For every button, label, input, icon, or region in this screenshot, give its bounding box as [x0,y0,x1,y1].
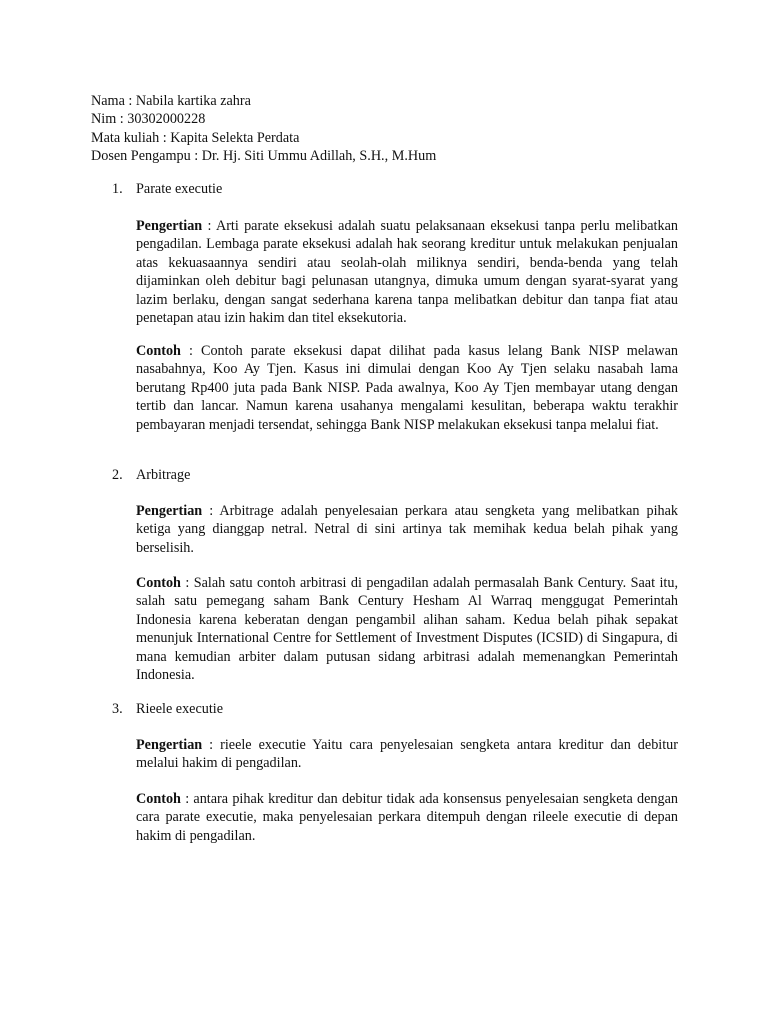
definition-text: : Arbitrage adalah penyelesaian perkara atau sengketa yang melibatkan pihak ketiga yang dianggap netral. Netral di sini artinya tak memihak kedua belah pihak yang berselisih. [136,503,678,556]
item-1-number: 1. [112,181,123,197]
item-3-heading [112,700,223,718]
item-1-example [136,342,678,434]
course-name: Mata kuliah : Kapita Selekta Perdata [91,129,300,146]
definition-label: Pengertian [136,503,203,519]
definition-label: Pengertian [136,218,203,234]
definition-label: Pengertian [136,737,203,753]
student-nim: Nim : 30302000228 [91,111,206,128]
item-2-definition [136,502,678,557]
item-3-definition [136,736,678,773]
item-3-number: 3. [112,701,123,717]
item-1-heading [112,180,222,198]
student-header [91,92,436,166]
student-name: Nama : Nabila kartika zahra [91,93,251,109]
example-text: : Contoh parate eksekusi dapat dilihat pada kasus lelang Bank NISP melawan nasabahnya, Koo Ay Tjen. Kasus ini dimulai dengan Koo Ay Tjen selaku nasabah lama berutang Rp400 juta pada Bank NISP. Pada awalnya, Koo Ay Tjen membayar utang dengan tertib dan lancar. Namun karena usahanya mengalami kesulitan, beberapa waktu terakhir pembayaran menjadi tersendat, sehingga Bank NISP melakukan eksekusi tanpa melalui fiat. [136,343,678,433]
item-3-example [136,790,678,845]
item-2-number: 2. [112,467,123,483]
example-label: Contoh [136,343,181,359]
example-text: : Salah satu contoh arbitrasi di pengadilan adalah permasalah Bank Century. Saat itu, salah satu pemegang saham Bank Century Hesham Al Warraq menggugat Pemerintah Indonesia karena keberatan dengan pengambil alihan saham. Kedua belah pihak sepakat menunjuk International Centre for Settlement of Investment Disputes (ICSID) di Singapura, di mana kemudian arbiter dalam putusan sidang arbitrasi adalah memenangkan Pemerintah Indonesia. [136,575,678,684]
item-2-heading [112,466,190,484]
item-1-title: Parate executie [136,181,223,197]
item-3-title: Rieele executie [136,701,224,717]
item-1-definition [136,217,678,327]
example-label: Contoh [136,791,181,807]
item-2-example [136,574,678,684]
item-2-title: Arbitrage [136,467,191,483]
definition-text: : Arti parate eksekusi adalah suatu pelaksanaan eksekusi tanpa perlu melibatkan pengadilan. Lembaga parate eksekusi adalah hak seorang kreditur untuk melakukan penjualan atas kekuasaannya sendiri atau seolah-olah miliknya sendiri, benda-benda yang telah dijaminkan oleh debitur bagi pelunasan utangnya, dimuka umum dengan syarat-syarat yang lazim berlaku, dengan sangat sederhana karena tanpa melibatkan debitur dan tanpa fiat atau penetapan atau izin hakim dan titel eksekutoria. [136,218,678,327]
lecturer-name: Dosen Pengampu : Dr. Hj. Siti Ummu Adillah, S.H., M.Hum [91,148,437,165]
example-text: : antara pihak kreditur dan debitur tidak ada konsensus penyelesaian sengketa dengan cara parate executie, maka penyelesaian perkara ditempuh dengan rileele executie di depan hakim di pengadilan. [136,791,678,844]
example-label: Contoh [136,575,181,591]
definition-text: : rieele executie Yaitu cara penyelesaian sengketa antara kreditur dan debitur melalui hakim di pengadilan. [136,737,678,772]
